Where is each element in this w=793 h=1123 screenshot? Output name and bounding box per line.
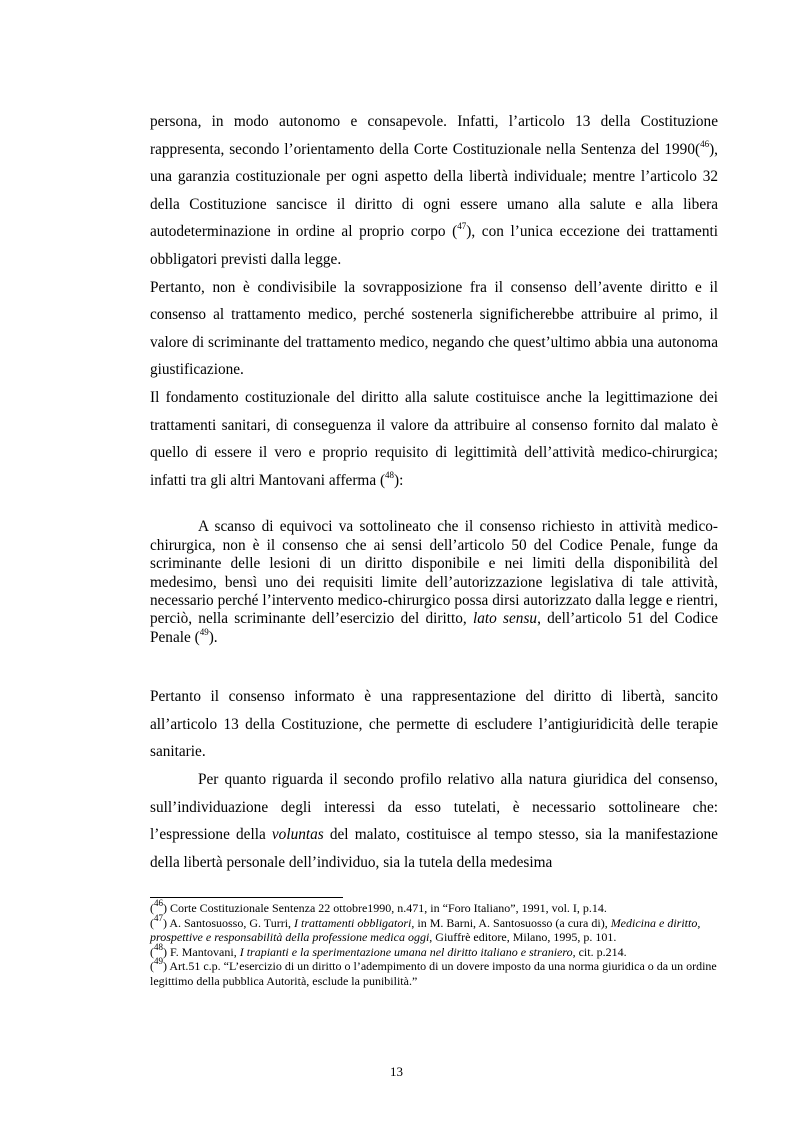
footnote-49: ($^{49}$) Art.51 c.p. “L’esercizio di un diritto o l’adempimento di un dovere imposto da una norma giuridica o da un ordine legittimo della pubblica Autorità, esclude la punibilità.” xyxy=(150,956,717,988)
paragraph-2: Pertanto, non è condivisibile la sovrapposizione fra il consenso dell’avente diritto e il consenso al trattamento medico, perché sostenerla significherebbe attribuire al primo, il valore di scriminante del trattamento medico, negando che quest’ultimo abbia una autonoma giustificazione. xyxy=(150,278,718,379)
paragraph-5: Per quanto riguarda il secondo profilo relativo alla natura giuridica del consenso, sull’individuazione degli interessi da esso tutelati, è necessario sottolineare che: l’espressione della voluntas del malato, costituisce al tempo stesso, sia la manifestazione della libertà personale dell’individuo, sia la tutela della medesima xyxy=(150,770,718,871)
paragraph-4: Pertanto il consenso informato è una rappresentazione del diritto di libertà, sancito all’articolo 13 della Costituzione, che permette di escludere l’antigiuridicità delle terapie sanitarie. xyxy=(150,688,718,761)
page-number: 13 xyxy=(390,1064,403,1079)
block-quote: A scanso di equivoci va sottolineato che il consenso richiesto in attività medico-chirurgica, non è il consenso che ai sensi dell’articolo 50 del Codice Penale, funge da scriminante delle lesioni di un diritto disponibile e nei limiti della disponibilità del medesimo, bensì uno dei requisiti limite dell’autorizzazione legislativa di tale attività, necessario perché l’intervento medico-chirurgico possa dirsi autorizzato dalla legge e rientri, perciò, nella scriminante dell’esercizio del diritto, lato sensu, dell’articolo 51 del Codice Penale ($^{49}$). xyxy=(150,518,718,646)
footnote-ref-49[interactable]: 49 xyxy=(199,626,209,637)
footnote-47: ($^{47}$) A. Santosuosso, G. Turri, I trattamenti obbligatori, in M. Barni, A. Santosuosso (a cura di), Medicina e diritto, prospettive e responsabilità della professione medica oggi, Giuffrè editore, Milano, 1995, p. 101. xyxy=(150,912,701,945)
paragraph-1: persona, in modo autonomo e consapevole. Infatti, l’articolo 13 della Costituzione rappresenta, secondo l’orientamento della Corte Costituzionale nella Sentenza del 1990($^{46}$), una garanzia costituzionale per ogni aspetto della libertà individuale; mentre l’articolo 32 della Costituzione sancisce il diritto di ogni essere umano alla salute e alla libera autodeterminazione in ordine al proprio corpo ($^{47}$), con l’unica eccezione dei trattamenti obbligatori previsti dalla legge. xyxy=(150,113,718,268)
footnote-ref-48[interactable]: 48 xyxy=(385,469,395,480)
footnote-46: ($^{46}$) Corte Costituzionale Sentenza 22 ottobre1990, n.471, in “Foro Italiano”, 1991, vol. I, p.14. xyxy=(150,898,607,915)
footnotes xyxy=(150,898,718,989)
footnote-ref-46[interactable]: 46 xyxy=(700,138,710,149)
footnote-48: ($^{48}$) F. Mantovani, I trapianti e la sperimentazione umana nel diritto italiano e straniero, cit. p.214. xyxy=(150,941,627,959)
paragraph-3: Il fondamento costituzionale del diritto alla salute costituisce anche la legittimazione dei trattamenti sanitari, di conseguenza il valore da attribuire al consenso fornito dal malato è quello di essere il vero e proprio requisito di legittimità dell’attività medico-chirurgica; infatti tra gli altri Mantovani afferma ($^{48}$): xyxy=(150,388,718,489)
footnote-ref-47[interactable]: 47 xyxy=(457,221,467,232)
main-text xyxy=(150,108,718,876)
footnote-separator xyxy=(150,897,343,898)
